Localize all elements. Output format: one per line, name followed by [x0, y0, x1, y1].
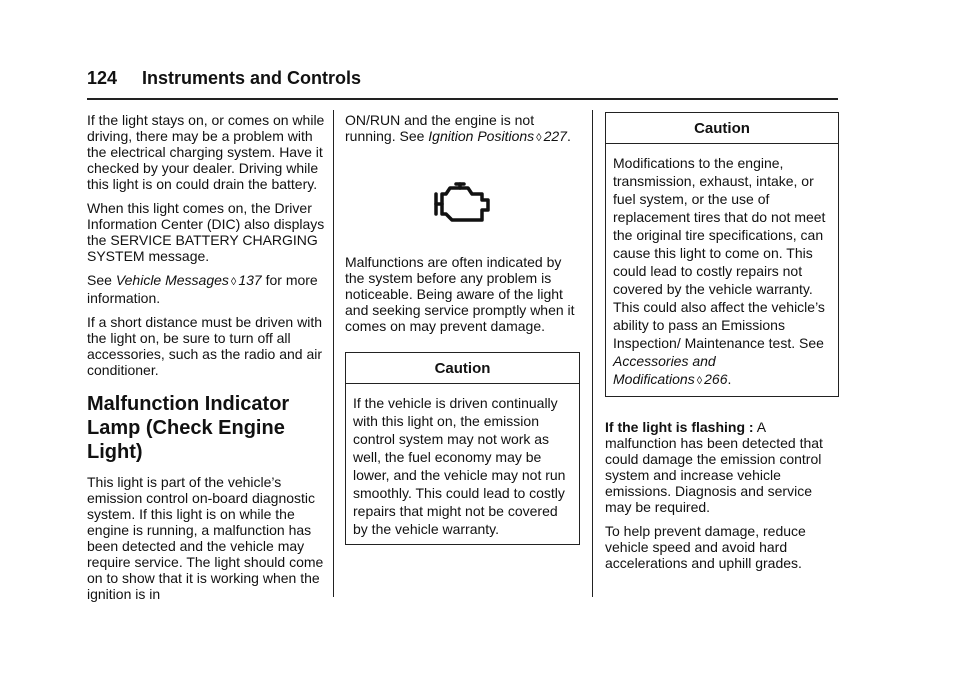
page-ref-arrow-icon: ◊	[696, 375, 703, 387]
text: A malfunction has been detected that could damage the emission control system and increase vehicle emissions. Diagnosis and service may be required.	[605, 419, 823, 515]
page-header	[87, 68, 837, 100]
column-divider-1	[333, 110, 334, 597]
header-rule	[87, 98, 838, 100]
paragraph: If a short distance must be driven with the light on, be sure to turn off all accessories, such as the radio and air conditioner.	[87, 314, 323, 378]
paragraph: This light is part of the vehicle’s emission control on-board diagnostic system. If this light is on while the engine is running, a malfunction has been detected and the vehicle may require service. The light should come on to show that it is working when the ignition is in	[87, 474, 324, 602]
page-ref-266[interactable]: 266	[704, 371, 728, 387]
caution-box	[345, 352, 580, 545]
paragraph: To help prevent damage, reduce vehicle speed and avoid hard accelerations and uphill grades.	[605, 523, 806, 571]
ignition-positions-link[interactable]: Ignition Positions	[428, 128, 535, 144]
caution-title: Caution	[606, 113, 838, 144]
caution-text: Modifications to the engine, transmission, exhaust, intake, or fuel system, or the use of replacement tires that do not meet the original tire specifications, can cause this light to come on. This could lead to costly repairs not covered by the vehicle warranty. This could also affect the vehicle’s ability to pass an Emissions Inspection/ Maintenance test. See	[613, 155, 826, 351]
flash-lead: If the light is flashing :	[605, 419, 754, 435]
page-ref-227[interactable]: 227	[543, 128, 567, 144]
column-2	[345, 112, 580, 545]
text: See	[87, 272, 112, 288]
section-title: Instruments and Controls	[142, 68, 362, 88]
paragraph-with-ref: ON/RUN and the engine is not running. See Ignition Positions ◊ 227.	[345, 112, 571, 144]
caution-box	[605, 112, 839, 397]
column-3	[605, 112, 839, 579]
paragraph: Malfunctions are often indicated by the system before any problem is noticeable. Being aware of the light and seeking service promptly when it comes on may prevent damage.	[345, 254, 575, 334]
check-engine-icon-wrap	[345, 180, 580, 228]
paragraph: If the light stays on, or comes on while driving, there may be a problem with the electrical charging system. Have it checked by your dealer. Driving while this light is on could drain the battery.	[87, 112, 325, 192]
caution-body: Modifications to the engine, transmission, exhaust, intake, or fuel system, or the use of replacement tires that do not meet the original tire specifications, can cause this light to come on. This could lead to costly repairs not covered by the vehicle warranty. This could also affect the vehicle’s ability to pass an Emissions Inspection/ Maintenance test. See Accessories and Modifications ◊ 266.	[613, 155, 826, 387]
page-ref-137[interactable]: 137	[238, 272, 262, 288]
caution-body: If the vehicle is driven continually with this light on, the emission control system may not work as well, the fuel economy may be lower, and the vehicle may not run smoothly. This could lead to costly repairs that might not be covered by the vehicle warranty.	[353, 395, 566, 537]
page-ref-arrow-icon: ◊	[230, 276, 237, 288]
vehicle-messages-link[interactable]: Vehicle Messages	[115, 272, 229, 288]
check-engine-icon	[430, 180, 496, 228]
page-number: 124	[87, 68, 118, 88]
text: for more information.	[87, 272, 318, 306]
section-heading: Malfunction Indicator Lamp (Check Engine Light)	[87, 393, 290, 463]
paragraph-flashing	[605, 419, 839, 515]
accessories-modifications-link[interactable]: Accessories and Modifications	[613, 353, 716, 387]
page-ref-arrow-icon: ◊	[536, 132, 542, 144]
caution-title: Caution	[346, 353, 579, 384]
column-1	[87, 112, 327, 610]
paragraph-with-ref	[87, 272, 327, 306]
text: ON/RUN and the engine is not running. See	[345, 112, 535, 144]
paragraph: When this light comes on, the Driver Information Center (DIC) also displays the SERVICE BATTERY CHARGING SYSTEM message.	[87, 200, 325, 264]
column-divider-2	[592, 110, 593, 597]
